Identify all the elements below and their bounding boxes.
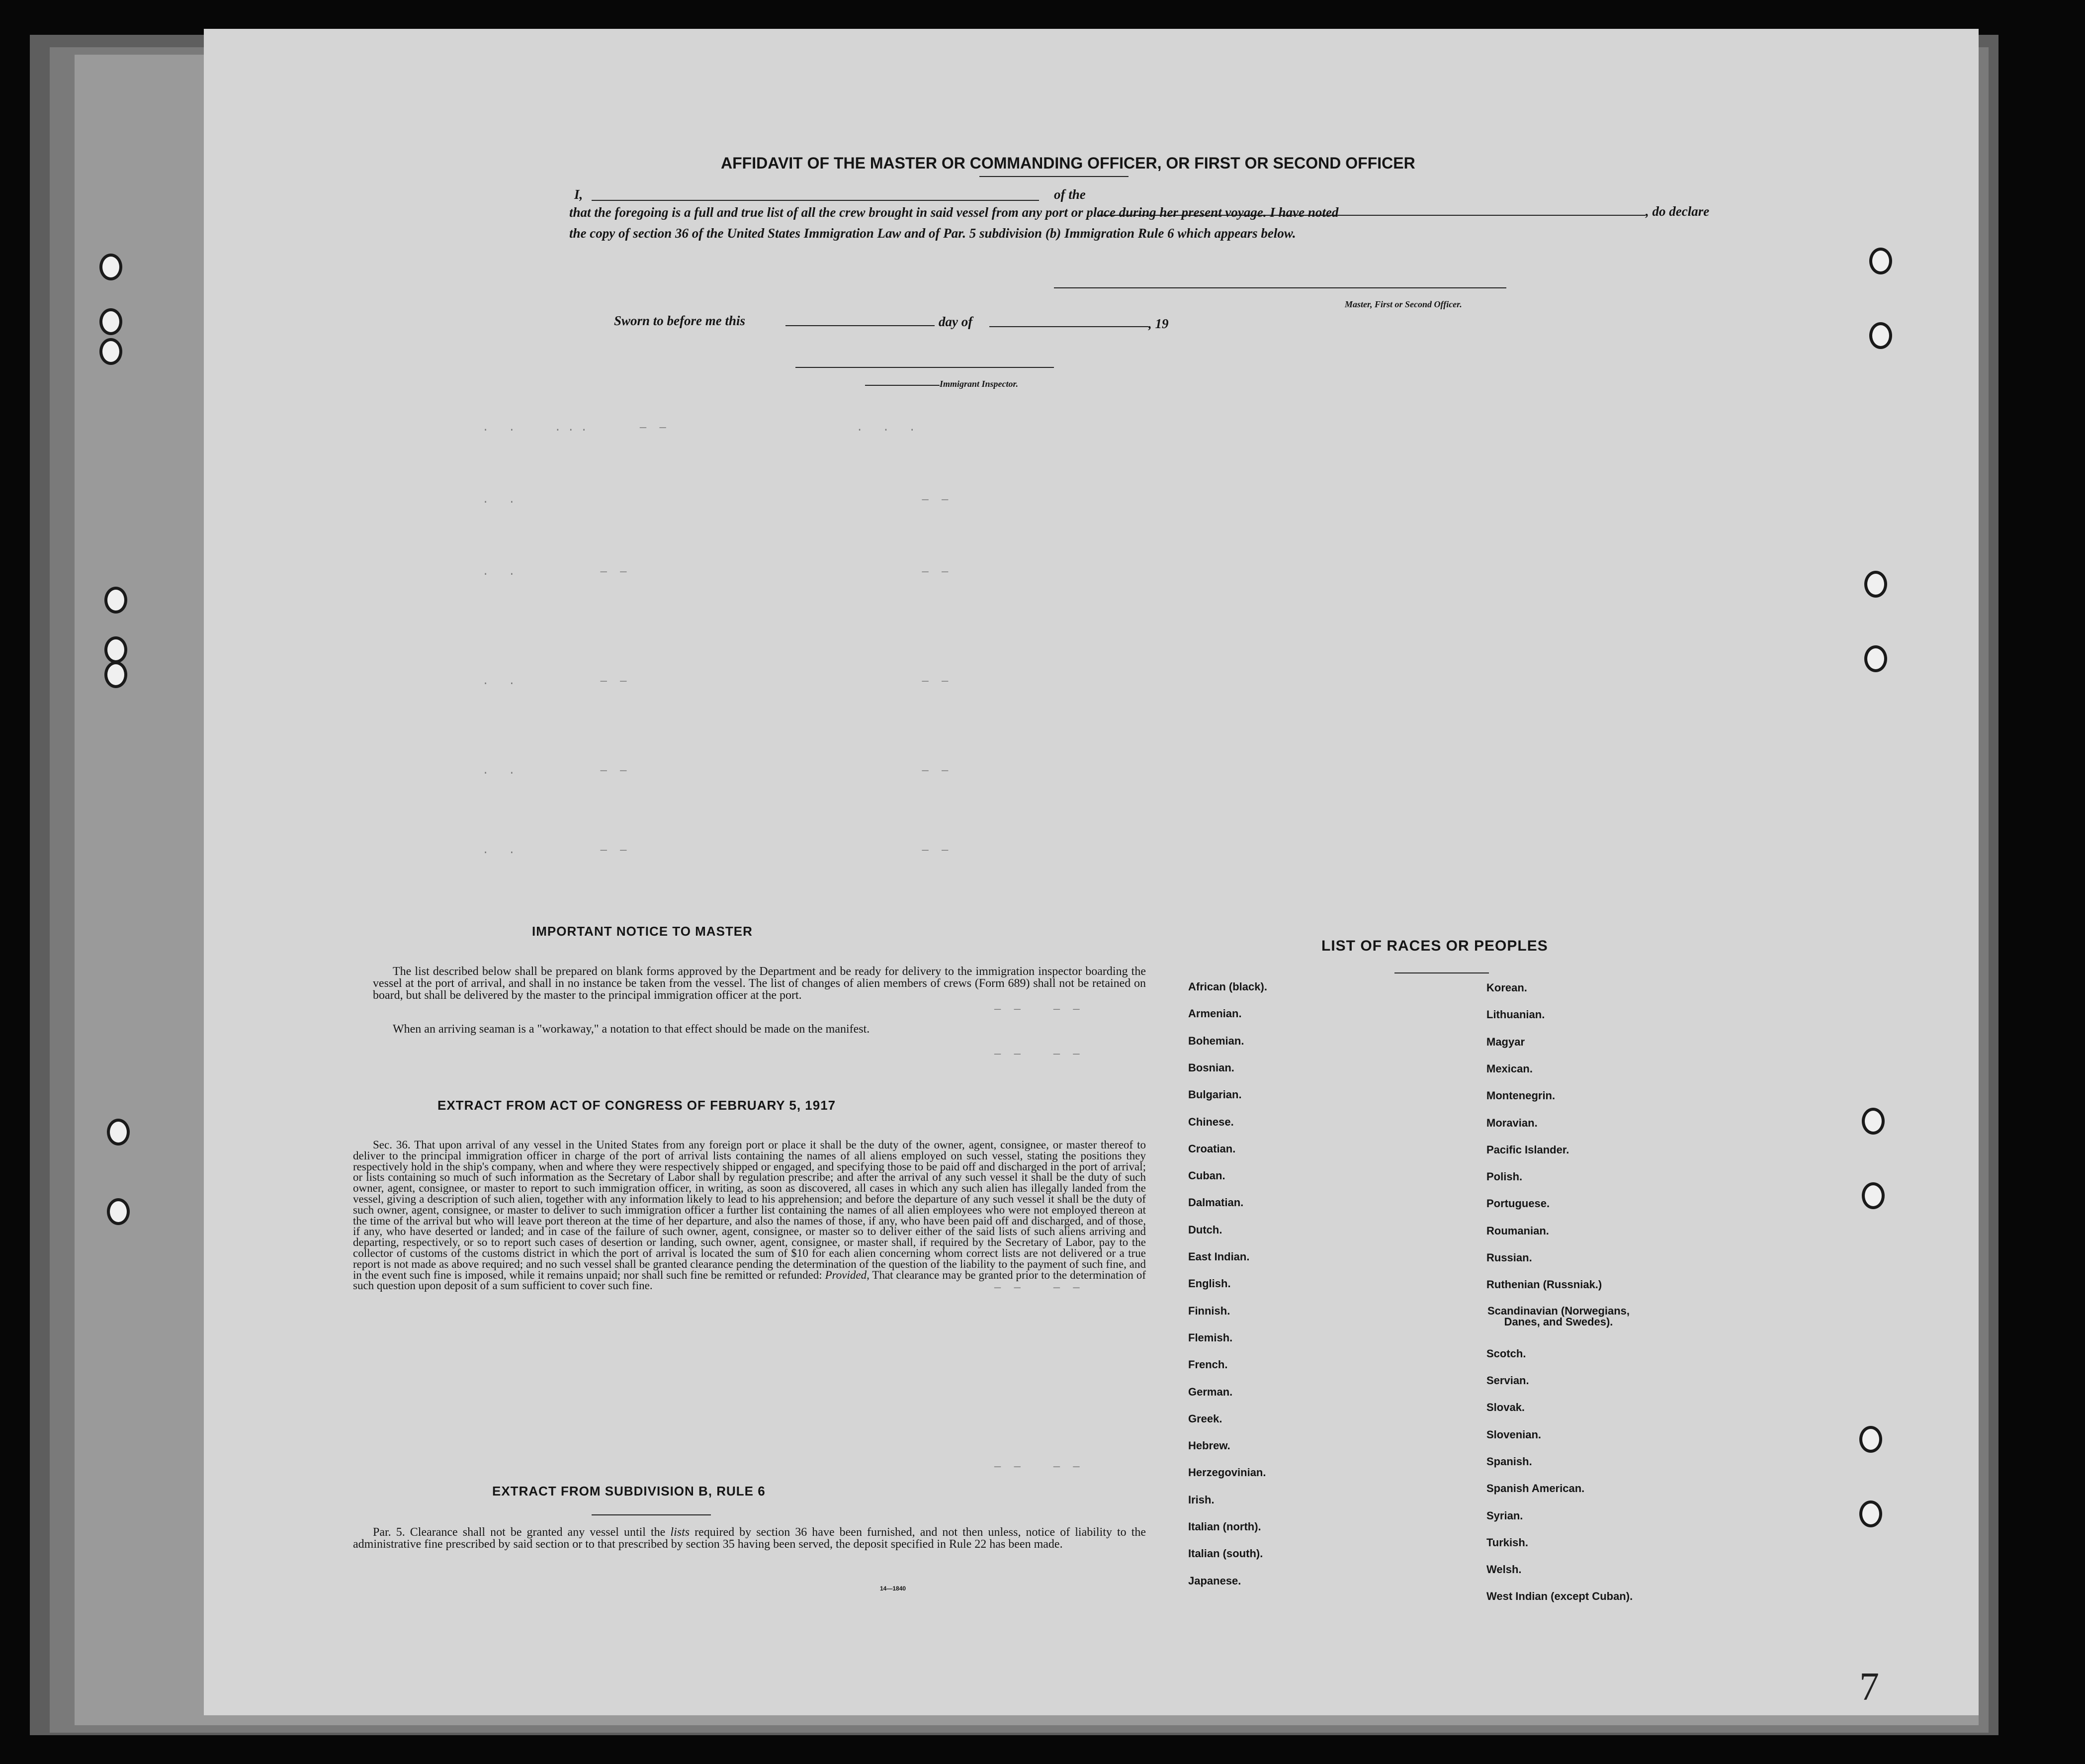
corner-page-mark: 7 xyxy=(1859,1665,1879,1709)
punch-hole xyxy=(1864,571,1887,598)
race-col2-item: Syrian. xyxy=(1486,1509,1523,1522)
affidavit-declare-label: , do declare xyxy=(1646,204,1710,219)
sworn-month-line xyxy=(989,326,1148,327)
punch-hole xyxy=(1869,322,1892,349)
bleed-through: . . — — — — xyxy=(482,675,949,688)
rule-par-rest: required by section 36 have been furnished, and not then unless, notice of liability to the administrative fine prescribed by said section or to that prescribed by section 35 having been served, the deposit specified in Rule 22 has been made. xyxy=(353,1526,1146,1551)
race-col1-item: Bulgarian. xyxy=(1188,1088,1242,1101)
race-col2-item: Montenegrin. xyxy=(1486,1089,1556,1102)
sworn-label: Sworn to before me this xyxy=(614,313,746,328)
rule-lists-word: lists xyxy=(670,1526,690,1539)
signature-line xyxy=(1054,287,1506,288)
race-col2-item: Mexican. xyxy=(1486,1062,1533,1075)
race-col1-item: African (black). xyxy=(1188,980,1267,993)
race-col2-item: Roumanian. xyxy=(1486,1224,1549,1237)
race-col2-item: Scandinavian (Norwegians, Danes, and Swedes). xyxy=(1487,1304,1630,1328)
bleed-through: — — — — xyxy=(994,1461,1080,1473)
affidavit-line-3: the copy of section 36 of the United States Immigration Law and of Par. 5 subdivision (b) Immigration Rule 6 which appears below. xyxy=(569,226,1296,241)
rule-extract-title: EXTRACT FROM SUBDIVISION B, RULE 6 xyxy=(492,1484,766,1499)
race-col1-item: Hebrew. xyxy=(1188,1439,1230,1452)
punch-hole xyxy=(1869,248,1892,274)
punch-hole xyxy=(1862,1182,1885,1209)
race-col2-item: Slovenian. xyxy=(1486,1428,1542,1441)
name-blank-line xyxy=(592,200,1039,201)
punch-hole xyxy=(99,254,122,280)
race-col2-item: Ruthenian (Russniak.) xyxy=(1486,1278,1602,1291)
inspector-caption: Immigrant Inspector. xyxy=(940,379,1019,389)
race-col1-item: Flemish. xyxy=(1188,1331,1233,1344)
race-col2-item: Scotch. xyxy=(1486,1347,1526,1360)
affidavit-title: AFFIDAVIT OF THE MASTER OR COMMANDING OFFICER, OR FIRST OR SECOND OFFICER xyxy=(721,154,1415,172)
punch-hole xyxy=(1859,1500,1882,1527)
races-title: LIST OF RACES OR PEOPLES xyxy=(1321,938,1548,954)
race-col2-item: Moravian. xyxy=(1486,1116,1538,1129)
section-36-text xyxy=(353,1140,1146,1291)
punch-hole xyxy=(107,1198,130,1225)
race-col2-item: Pacific Islander. xyxy=(1486,1143,1569,1156)
bleed-through: . . — — xyxy=(482,494,949,506)
race-col1-item: Bohemian. xyxy=(1188,1034,1244,1047)
bleed-through: . . . . . — — . . . xyxy=(482,422,916,434)
punch-hole xyxy=(104,661,127,688)
race-col1-item: Bosnian. xyxy=(1188,1061,1234,1074)
race-col1-item: Cuban. xyxy=(1188,1169,1225,1182)
bleed-through: — — — — xyxy=(994,1048,1080,1060)
race-col1-item: Armenian. xyxy=(1188,1007,1242,1020)
manifest-page xyxy=(204,29,1979,1715)
race-col2-item: Servian. xyxy=(1486,1374,1529,1387)
race-col1-item: German. xyxy=(1188,1385,1233,1398)
race-col2-item: Korean. xyxy=(1486,981,1527,994)
race-col2-item: Welsh. xyxy=(1486,1563,1522,1576)
race-col1-item: East Indian. xyxy=(1188,1250,1250,1263)
race-col2-item: Lithuanian. xyxy=(1486,1008,1545,1021)
race-col1-item: Chinese. xyxy=(1188,1115,1234,1128)
inspector-signature-line xyxy=(795,367,1054,368)
race-col2-item: Russian. xyxy=(1486,1251,1532,1264)
punch-hole xyxy=(1862,1108,1885,1135)
race-col1-item: Croatian. xyxy=(1188,1142,1236,1155)
bleed-through: . . — — — — xyxy=(482,566,949,578)
rule-par-start: Par. 5. Clearance shall not be granted any vessel until the xyxy=(373,1526,666,1539)
sworn-year-label: , 19 xyxy=(1148,316,1169,331)
section-body: That upon arrival of any vessel in the United States from any foreign port or place it shall be the duty of the owner, agent, consignee, or master thereof to deliver to the principal immigration officer in charge of the port of arrival lists containing the names of all aliens employed on such vessel, stating the positions they respectively hold in the ship's company, when and where they were respectively shipped or engaged, and specifying those to be paid off and discharged in the port of arrival; or lists containing so much of such information as the Secretary of Labor shall by regulation prescribe; and after the arrival of any such vessel it shall be the duty of such owner, agent, consignee, or master to report to such immigration officer, in writing, as soon as discovered, all cases in which any such alien has illegally landed from the vessel, giving a description of such alien, together with any information likely to lead to his apprehension; and before the departure of any such vessel it shall be the duty of such owner, agent, consignee, or master to deliver to such immigration officer a further list containing the names of all alien employees who were not employed thereon at the time of the arrival but who will leave port thereon at the time of her departure, and also the names of those, if any, who have been paid off and discharged, and of those, if any, who have deserted or landed; and in case of the failure of such owner, agent, consignee, or master so to deliver either of the said lists of such aliens arriving and departing, respectively, or so to report such cases of desertion or landing, such owner, agent, consignee, or master shall, if required by the Secretary of Labor, pay to the collector of customs of the customs district in which the port of arrival is located the sum of $10 for each alien concerning whom correct lists are not delivered or a true report is not made as above required; and no such vessel shall be granted clearance pending the determination of the question of the liability to the payment of such fine, and in the event such fine is imposed, while it remains unpaid; nor shall such fine be remitted or refunded: xyxy=(353,1139,1146,1281)
punch-hole xyxy=(107,1119,130,1146)
form-number: 14—1840 xyxy=(880,1585,906,1592)
act-extract-title: EXTRACT FROM ACT OF CONGRESS OF FEBRUARY 5, 1917 xyxy=(437,1098,836,1113)
punch-hole xyxy=(99,338,122,365)
divider xyxy=(1394,972,1489,973)
punch-hole xyxy=(99,308,122,335)
race-col2-item: Slovak. xyxy=(1486,1401,1525,1414)
notice-paragraph-1: The list described below shall be prepared on blank forms approved by the Department and be ready for delivery to the immigration inspector boarding the vessel at the port of arrival, and shall in no instance be taken from the vessel. The list of changes of alien members of crews (Form 689) shall not be retained on board, but shall be delivered by the master to the principal immigration officer at the port. xyxy=(373,965,1146,1002)
bleed-through: — — — — xyxy=(994,1003,1080,1016)
race-col2-item: Portuguese. xyxy=(1486,1197,1550,1210)
bleed-through: . . — — — — xyxy=(482,844,949,857)
sworn-day-line xyxy=(785,325,935,326)
race-col1-item: Finnish. xyxy=(1188,1304,1230,1317)
bleed-through: . . — — — — xyxy=(482,765,949,777)
race-col2-item: Polish. xyxy=(1486,1170,1523,1183)
divider xyxy=(979,176,1129,177)
sworn-day-label: day of xyxy=(939,314,973,329)
affidavit-i-label: I, xyxy=(574,187,583,202)
race-col2-item: Spanish. xyxy=(1486,1455,1532,1468)
race-col1-item: Irish. xyxy=(1188,1493,1215,1506)
affidavit-line-2: that the foregoing is a full and true list of all the crew brought in said vessel from any port or place during her present voyage. I have noted xyxy=(569,205,1339,220)
race-col2-item: Spanish American. xyxy=(1486,1482,1585,1495)
race-col1-item: Italian (south). xyxy=(1188,1547,1263,1560)
race-col1-item: Dalmatian. xyxy=(1188,1196,1244,1209)
race-col1-item: Italian (north). xyxy=(1188,1520,1261,1533)
proviso-word: Provided, xyxy=(825,1268,869,1281)
race-col2-item: Turkish. xyxy=(1486,1536,1528,1549)
rule-paragraph xyxy=(353,1526,1146,1550)
bleed-through: — — — — xyxy=(994,1282,1080,1294)
signature-caption: Master, First or Second Officer. xyxy=(1345,299,1462,309)
race-col1-item: English. xyxy=(1188,1277,1231,1290)
race-col1-item: Greek. xyxy=(1188,1412,1222,1425)
affidavit-of-the-label: of the xyxy=(1054,187,1086,202)
race-col1-item: Japanese. xyxy=(1188,1574,1241,1587)
punch-hole xyxy=(1859,1426,1882,1453)
punch-hole xyxy=(104,636,127,663)
race-col2-item: West Indian (except Cuban). xyxy=(1486,1590,1633,1603)
inspector-dash xyxy=(865,385,940,386)
punch-hole xyxy=(1864,645,1887,672)
notice-title: IMPORTANT NOTICE TO MASTER xyxy=(532,924,753,939)
race-col1-item: Dutch. xyxy=(1188,1223,1222,1236)
punch-hole xyxy=(104,587,127,614)
race-col1-item: French. xyxy=(1188,1358,1228,1371)
section-label: Sec. 36. xyxy=(373,1139,411,1151)
section-tail: That clearance may be granted prior to the determination of such question upon deposit of a sum sufficient to cover such fine. xyxy=(353,1268,1146,1292)
race-col1-item: Herzegovinian. xyxy=(1188,1466,1266,1479)
race-col2-item: Magyar xyxy=(1486,1035,1525,1048)
notice-paragraph-2: When an arriving seaman is a "workaway," a notation to that effect should be made on the manifest. xyxy=(393,1023,870,1036)
divider xyxy=(592,1514,711,1515)
